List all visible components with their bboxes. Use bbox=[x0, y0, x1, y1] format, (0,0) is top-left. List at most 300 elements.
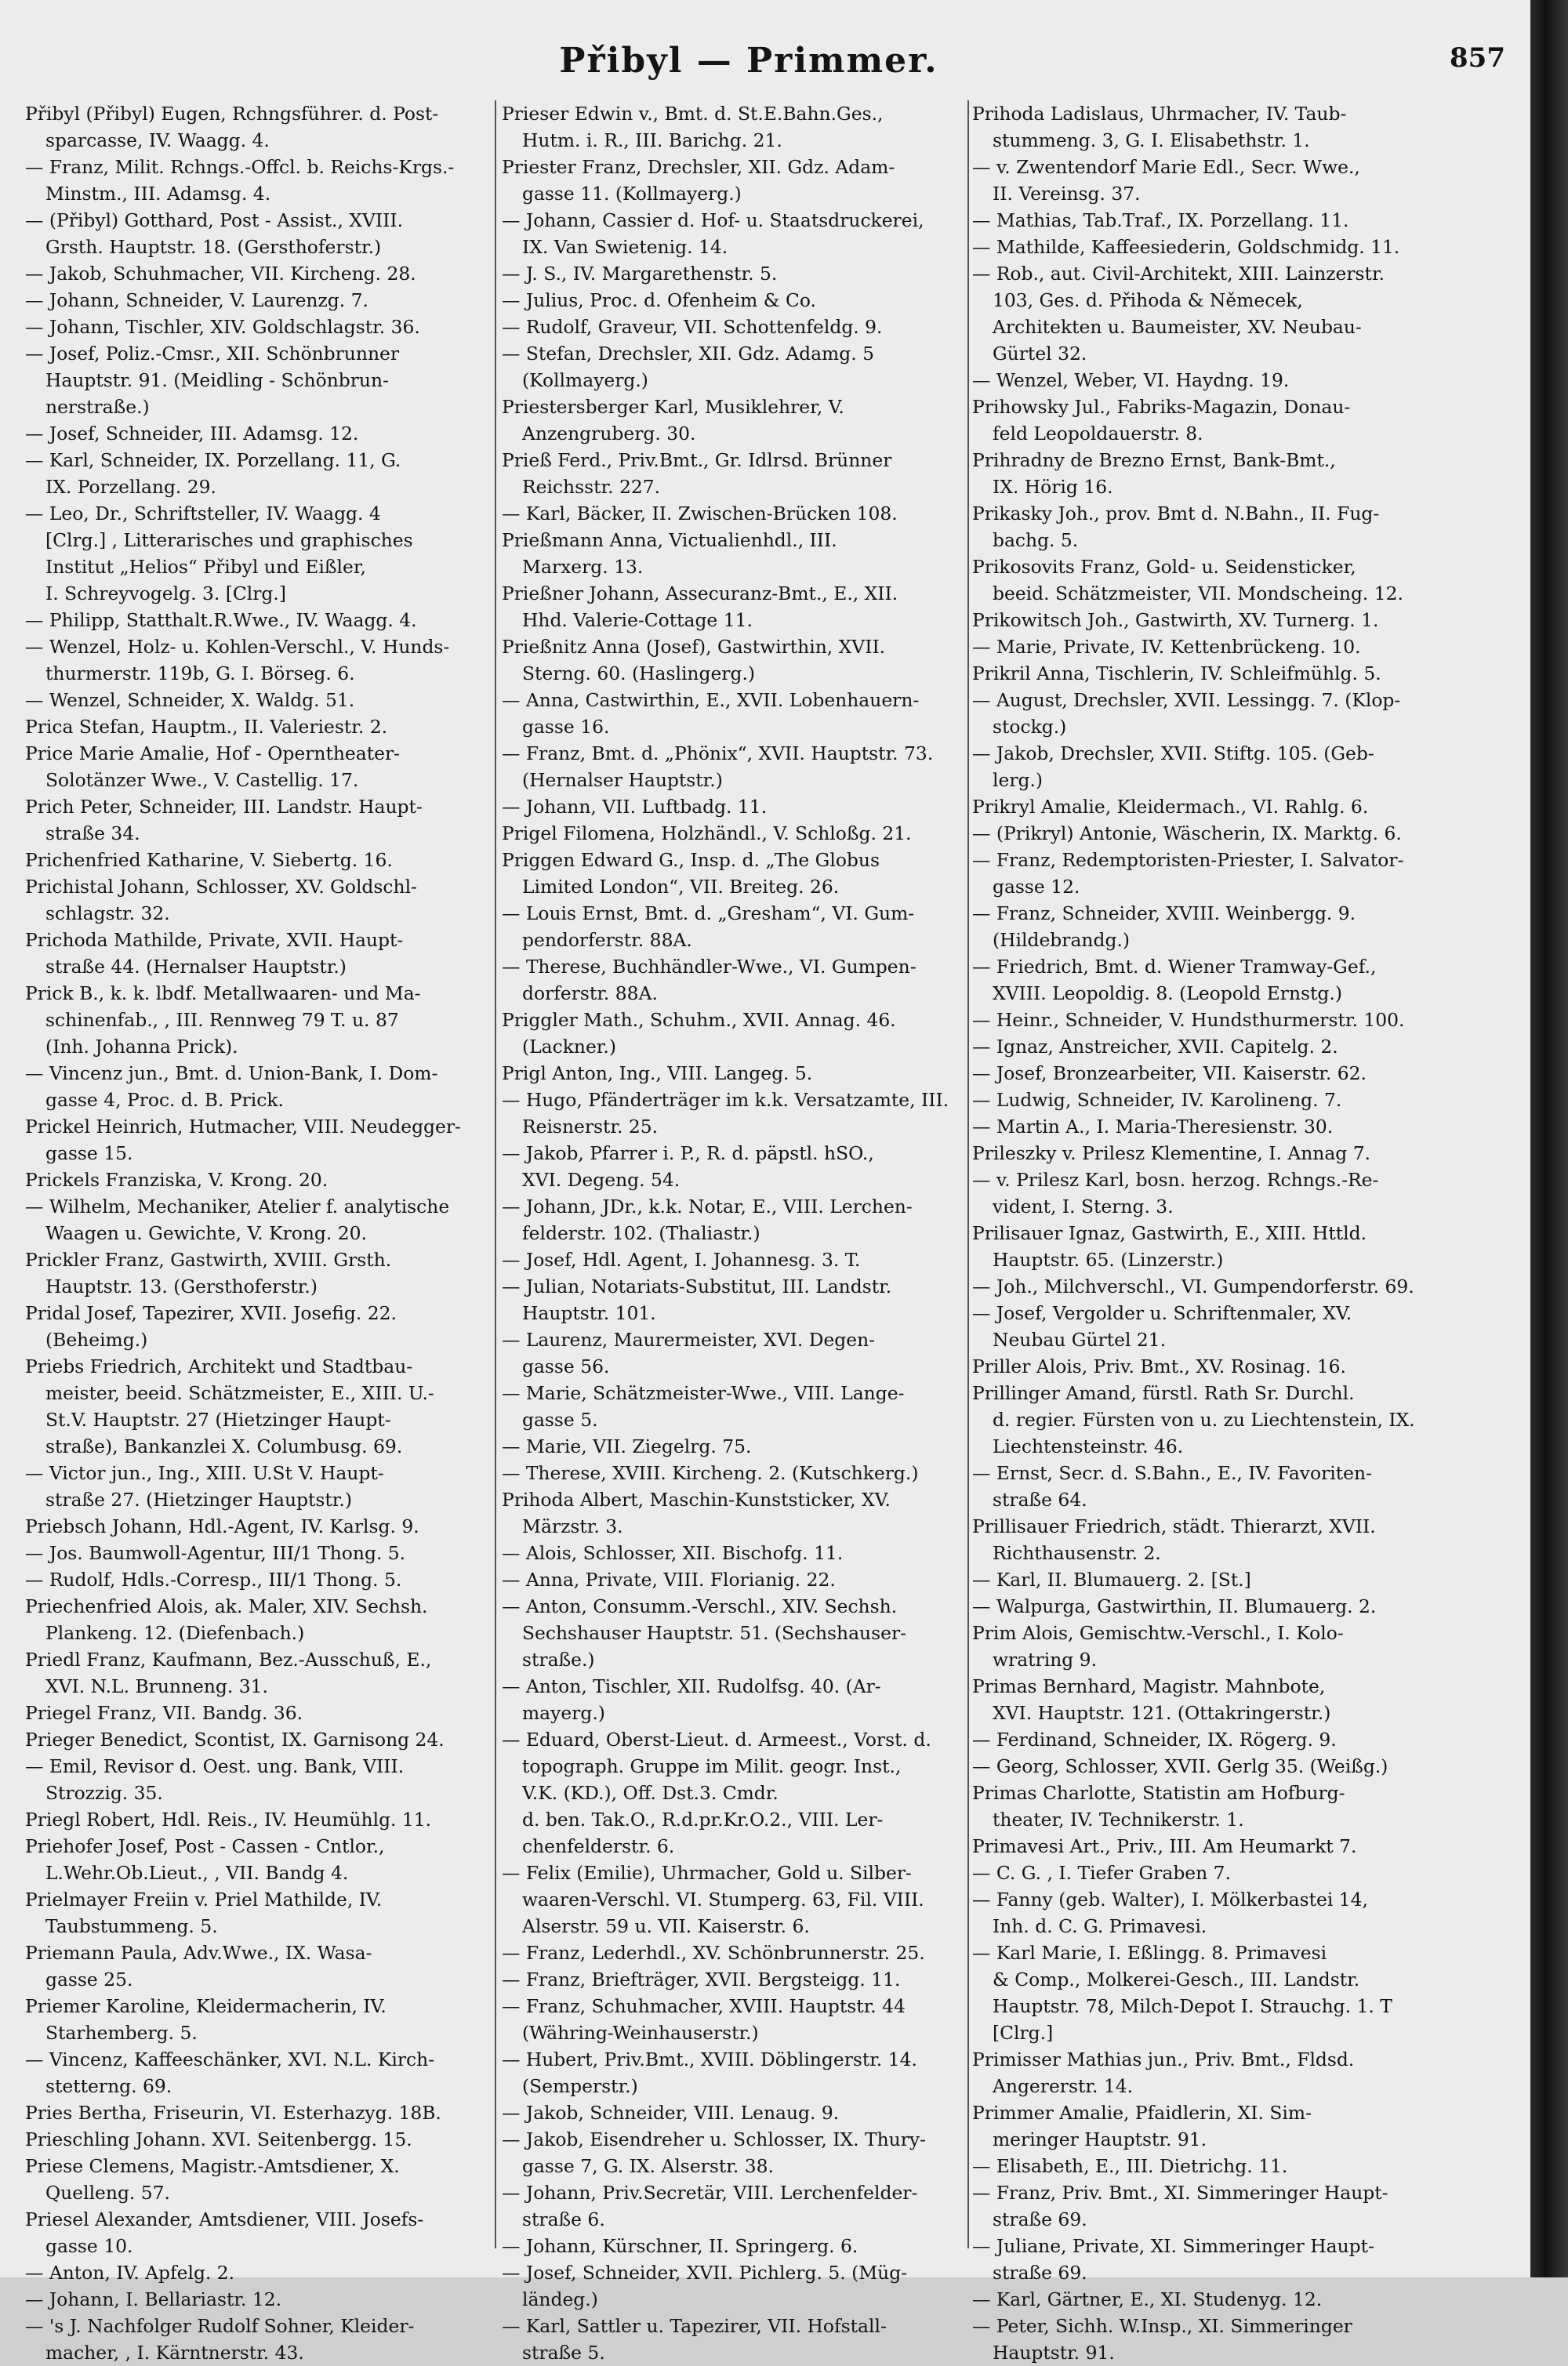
entry-line: (Beheimg.) bbox=[45, 1329, 148, 1351]
entry-line: — Karl, Sattler u. Tapezirer, VII. Hofstall- bbox=[502, 2315, 887, 2337]
entry-line: — Hubert, Priv.Bmt., XVIII. Döblingerstr. 14. bbox=[502, 2048, 917, 2070]
entry-line: — (Přibyl) Gotthard, Post - Assist., XVIII. bbox=[25, 209, 404, 231]
entry-line: — J. S., IV. Margarethenstr. 5. bbox=[502, 263, 778, 285]
entry-line: & Comp., Molkerei-Gesch., III. Landstr. bbox=[993, 1969, 1360, 1990]
entry-line: — Karl, II. Blumauerg. 2. [St.] bbox=[972, 1569, 1251, 1591]
entry-line: theater, IV. Technikerstr. 1. bbox=[993, 1809, 1244, 1831]
entry-line: stetterng. 69. bbox=[45, 2075, 172, 2097]
entry-line: Priester Franz, Drechsler, XII. Gdz. Adam- bbox=[502, 156, 895, 178]
directory-entry bbox=[25, 1193, 488, 1247]
entry-line: — Anna, Private, VIII. Florianig. 22. bbox=[502, 1569, 836, 1591]
entry-line: — Franz, Bmt. d. „Phönix“, XVII. Hauptstr. 73. bbox=[502, 742, 934, 764]
directory-entry bbox=[972, 1780, 1474, 1833]
column-divider bbox=[967, 100, 969, 2248]
directory-entry bbox=[25, 633, 488, 687]
entry-line: Priehofer Josef, Post - Cassen - Cntlor., bbox=[25, 1835, 385, 1857]
entry-line: ländeg.) bbox=[522, 2288, 598, 2310]
entry-line: stummeng. 3, G. I. Elisabethstr. 1. bbox=[993, 129, 1310, 151]
entry-line: Plankeng. 12. (Diefenbach.) bbox=[45, 1622, 305, 1644]
directory-entry bbox=[972, 1060, 1474, 1087]
entry-line: wratring 9. bbox=[993, 1649, 1097, 1671]
directory-entry bbox=[25, 340, 488, 420]
entry-line: sparcasse, IV. Waagg. 4. bbox=[45, 129, 270, 151]
directory-entry bbox=[502, 1087, 964, 1140]
entry-line: — Josef, Vergolder u. Schriftenmaler, XV. bbox=[972, 1302, 1352, 1324]
entry-line: vident, I. Sterng. 3. bbox=[993, 1196, 1174, 1217]
entry-line: felderstr. 102. (Thaliastr.) bbox=[522, 1222, 760, 1244]
directory-entry bbox=[972, 1620, 1474, 1673]
directory-entry bbox=[502, 1860, 964, 1940]
entry-line: — Joh., Milchverschl., VI. Gumpendorferstr. 69. bbox=[972, 1276, 1414, 1297]
directory-entry bbox=[502, 1460, 964, 1486]
directory-entry bbox=[972, 1140, 1474, 1167]
directory-entry bbox=[25, 287, 488, 314]
directory-entry bbox=[502, 1060, 964, 1087]
directory-entry bbox=[972, 2099, 1474, 2153]
entry-line: Primavesi Art., Priv., III. Am Heumarkt 7. bbox=[972, 1835, 1357, 1857]
entry-line: mayerg.) bbox=[522, 1702, 605, 1724]
entry-line: — v. Zwentendorf Marie Edl., Secr. Wwe., bbox=[972, 156, 1360, 178]
entry-line: Priggen Edward G., Insp. d. „The Globus bbox=[502, 849, 880, 871]
entry-line: — Franz, Redemptoristen-Priester, I. Salvator- bbox=[972, 849, 1404, 871]
entry-line: — Therese, Buchhändler-Wwe., VI. Gumpen- bbox=[502, 956, 916, 978]
entry-line: — Wilhelm, Mechaniker, Atelier f. analytische bbox=[25, 1196, 450, 1217]
entry-line: — Vincenz, Kaffeeschänker, XVI. N.L. Kirch- bbox=[25, 2048, 435, 2070]
entry-line: — August, Drechsler, XVII. Lessingg. 7. (Klop- bbox=[972, 689, 1401, 711]
entry-line: Prieser Edwin v., Bmt. d. St.E.Bahn.Ges., bbox=[502, 103, 884, 125]
entry-line: — Marie, VII. Ziegelrg. 75. bbox=[502, 1435, 752, 1457]
entry-line: — Heinr., Schneider, V. Hundsthurmerstr. 100. bbox=[972, 1009, 1405, 1031]
entry-line: I. Schreyvogelg. 3. [Clrg.] bbox=[45, 582, 286, 604]
directory-entry bbox=[502, 1993, 964, 2046]
directory-entry bbox=[972, 2233, 1474, 2286]
entry-line: — Mathilde, Kaffeesiederin, Goldschmidg. 11. bbox=[972, 236, 1400, 258]
entry-line: — Walpurga, Gastwirthin, II. Blumauerg. 2. bbox=[972, 1595, 1377, 1617]
directory-entry bbox=[25, 2313, 488, 2366]
entry-line: Hauptstr. 13. (Gersthoferstr.) bbox=[45, 1276, 318, 1297]
entry-line: Prihowsky Jul., Fabriks-Magazin, Donau- bbox=[972, 396, 1351, 418]
entry-line: d. ben. Tak.O., R.d.pr.Kr.O.2., VIII. Ler- bbox=[522, 1809, 884, 1831]
directory-entry bbox=[972, 2286, 1474, 2313]
entry-line: Hauptstr. 101. bbox=[522, 1302, 656, 1324]
directory-entry bbox=[972, 1167, 1474, 1220]
entry-line: — Wenzel, Holz- u. Kohlen-Verschl., V. Hunds- bbox=[25, 636, 450, 658]
entry-line: — Johann, VII. Luftbadg. 11. bbox=[502, 796, 768, 818]
directory-entry bbox=[502, 1566, 964, 1593]
entry-line: — Jos. Baumwoll-Agentur, III/1 Thong. 5. bbox=[25, 1542, 406, 1564]
directory-entry bbox=[502, 500, 964, 527]
directory-entry bbox=[502, 260, 964, 287]
entry-line: IX. Hörig 16. bbox=[993, 476, 1113, 498]
entry-line: Hhd. Valerie-Cottage 11. bbox=[522, 609, 753, 631]
directory-entry bbox=[972, 1273, 1474, 1300]
directory-entry bbox=[972, 234, 1474, 260]
entry-line: gasse 25. bbox=[45, 1969, 133, 1990]
directory-entry bbox=[502, 633, 964, 687]
entry-line: — Franz, Milit. Rchngs.-Offcl. b. Reichs-Krgs.- bbox=[25, 156, 455, 178]
directory-entry bbox=[502, 2179, 964, 2233]
entry-line: Architekten u. Baumeister, XV. Neubau- bbox=[993, 316, 1362, 338]
directory-entry bbox=[25, 2046, 488, 2099]
entry-line: Prickel Heinrich, Hutmacher, VIII. Neudegger- bbox=[25, 1116, 461, 1138]
entry-line: Prieschling Johann. XVI. Seitenbergg. 15. bbox=[25, 2128, 412, 2150]
entry-line: Priemer Karoline, Kleidermacherin, IV. bbox=[25, 1995, 387, 2017]
entry-line: — Josef, Poliz.-Cmsr., XII. Schönbrunner bbox=[25, 343, 400, 365]
entry-line: Priechenfried Alois, ak. Maler, XIV. Sechsh. bbox=[25, 1595, 428, 1617]
entry-line: — Ferdinand, Schneider, IX. Rögerg. 9. bbox=[972, 1729, 1337, 1751]
entry-line: — C. G. , I. Tiefer Graben 7. bbox=[972, 1862, 1231, 1884]
entry-line: gasse 12. bbox=[993, 876, 1080, 898]
entry-line: Prieger Benedict, Scontist, IX. Garnisong 24. bbox=[25, 1729, 445, 1751]
entry-line: Prihoda Ladislaus, Uhrmacher, IV. Taub- bbox=[972, 103, 1347, 125]
directory-entry bbox=[502, 100, 964, 154]
entry-line: — Marie, Private, IV. Kettenbrückeng. 10. bbox=[972, 636, 1361, 658]
entry-line: Angererstr. 14. bbox=[993, 2075, 1134, 2097]
entry-line: — Jakob, Schuhmacher, VII. Kircheng. 28. bbox=[25, 263, 416, 285]
directory-entry bbox=[25, 1753, 488, 1806]
entry-line: — Johann, Schneider, V. Laurenzg. 7. bbox=[25, 289, 368, 311]
entry-line: — Victor jun., Ing., XIII. U.St V. Haupt- bbox=[25, 1462, 384, 1484]
entry-line: Prillisauer Friedrich, städt. Thierarzt, XVII. bbox=[972, 1515, 1376, 1537]
column-divider bbox=[495, 100, 496, 2248]
entry-line: Prim Alois, Gemischtw.-Verschl., I. Kolo- bbox=[972, 1622, 1344, 1644]
entry-line: straße 64. bbox=[993, 1489, 1087, 1511]
entry-line: — Eduard, Oberst-Lieut. d. Armeest., Vorst. d. bbox=[502, 1729, 931, 1751]
directory-entry bbox=[502, 847, 964, 900]
directory-entry bbox=[972, 260, 1474, 367]
directory-entry bbox=[25, 1593, 488, 1646]
entry-line: straße.) bbox=[522, 1649, 595, 1671]
entry-line: Grsth. Hauptstr. 18. (Gersthoferstr.) bbox=[45, 236, 382, 258]
directory-entry bbox=[502, 1593, 964, 1673]
entry-line: Prielmayer Freiin v. Priel Mathilde, IV. bbox=[25, 1889, 383, 1911]
entry-line: Minstm., III. Adamsg. 4. bbox=[45, 183, 271, 205]
entry-line: XVIII. Leopoldig. 8. (Leopold Ernstg.) bbox=[993, 982, 1342, 1004]
directory-entry bbox=[972, 900, 1474, 953]
directory-entry bbox=[25, 2153, 488, 2206]
entry-line: Prigel Filomena, Holzhändl., V. Schloßg. 21. bbox=[502, 822, 912, 844]
entry-line: XVI. Hauptstr. 121. (Ottakringerstr.) bbox=[993, 1702, 1331, 1724]
entry-line: — Karl Marie, I. Eßlingg. 8. Primavesi bbox=[972, 1942, 1327, 1964]
entry-line: — Vincenz jun., Bmt. d. Union-Bank, I. Dom- bbox=[25, 1062, 438, 1084]
directory-entry bbox=[502, 1326, 964, 1380]
entry-line: — Friedrich, Bmt. d. Wiener Tramway-Gef., bbox=[972, 956, 1377, 978]
entry-line: — Jakob, Schneider, VIII. Lenaug. 9. bbox=[502, 2102, 840, 2124]
entry-line: Sterng. 60. (Haslingerg.) bbox=[522, 662, 756, 684]
directory-entry bbox=[972, 367, 1474, 394]
directory-entry bbox=[972, 2046, 1474, 2099]
entry-line: — Franz, Priv. Bmt., XI. Simmeringer Haupt- bbox=[972, 2182, 1388, 2204]
entry-line: — Josef, Schneider, III. Adamsg. 12. bbox=[25, 423, 359, 445]
directory-entry bbox=[972, 1353, 1474, 1380]
directory-entry bbox=[502, 1726, 964, 1860]
entry-line: — Franz, Schneider, XVIII. Weinbergg. 9. bbox=[972, 902, 1356, 924]
entry-line: Priegel Franz, VII. Bandg. 36. bbox=[25, 1702, 303, 1724]
directory-entry bbox=[25, 1460, 488, 1513]
directory-entry bbox=[25, 2099, 488, 2126]
entry-line: Pries Bertha, Friseurin, VI. Esterhazyg. 18B. bbox=[25, 2102, 441, 2124]
directory-entry bbox=[502, 2099, 964, 2126]
directory-entry bbox=[972, 154, 1474, 207]
entry-line: Hauptstr. 91. bbox=[993, 2342, 1115, 2364]
entry-line: Prießner Johann, Assecuranz-Bmt., E., XII. bbox=[502, 582, 898, 604]
entry-line: Alserstr. 59 u. VII. Kaiserstr. 6. bbox=[522, 1915, 810, 1937]
entry-line: Prieß Ferd., Priv.Bmt., Gr. Idlrsd. Brünner bbox=[502, 449, 892, 471]
entry-line: chenfelderstr. 6. bbox=[522, 1835, 675, 1857]
entry-line: Priemann Paula, Adv.Wwe., IX. Wasa- bbox=[25, 1942, 372, 1964]
directory-entry bbox=[502, 447, 964, 500]
entry-line: — Ludwig, Schneider, IV. Karolineng. 7. bbox=[972, 1089, 1342, 1111]
entry-line: Limited London“, VII. Breiteg. 26. bbox=[522, 876, 840, 898]
directory-entry bbox=[25, 1353, 488, 1460]
entry-line: straße 34. bbox=[45, 822, 140, 844]
entry-line: — Rob., aut. Civil-Architekt, XIII. Lainzerstr. bbox=[972, 263, 1385, 285]
directory-entry bbox=[972, 740, 1474, 793]
entry-line: Priestersberger Karl, Musiklehrer, V. bbox=[502, 396, 844, 418]
directory-entry bbox=[972, 1673, 1474, 1726]
entry-line: — Ernst, Secr. d. S.Bahn., E., IV. Favoriten- bbox=[972, 1462, 1372, 1484]
entry-line: — v. Prilesz Karl, bosn. herzog. Rchngs.-Re- bbox=[972, 1169, 1379, 1191]
directory-entry bbox=[25, 713, 488, 740]
directory-entry bbox=[972, 953, 1474, 1007]
entry-line: Priebs Friedrich, Architekt und Stadtbau- bbox=[25, 1355, 413, 1377]
entry-line: stockg.) bbox=[993, 716, 1067, 738]
directory-entry bbox=[502, 1940, 964, 1966]
directory-entry bbox=[972, 793, 1474, 820]
entry-line: — Laurenz, Maurermeister, XVI. Degen- bbox=[502, 1329, 876, 1351]
entry-line: — (Prikryl) Antonie, Wäscherin, IX. Marktg. 6. bbox=[972, 822, 1402, 844]
entry-line: — Johann, Priv.Secretär, VIII. Lerchenfelder- bbox=[502, 2182, 918, 2204]
directory-entry bbox=[972, 1113, 1474, 1140]
directory-entry bbox=[25, 607, 488, 633]
directory-entry bbox=[25, 793, 488, 847]
entry-line: Prichoda Mathilde, Private, XVII. Haupt- bbox=[25, 929, 404, 951]
directory-entry bbox=[25, 1247, 488, 1300]
entry-line: — Martin A., I. Maria-Theresienstr. 30. bbox=[972, 1116, 1334, 1138]
entry-line: Prillinger Amand, fürstl. Rath Sr. Durchl. bbox=[972, 1382, 1355, 1404]
entry-line: Sechshauser Hauptstr. 51. (Sechshauser- bbox=[522, 1622, 907, 1644]
entry-line: gasse 10. bbox=[45, 2235, 133, 2257]
entry-line: — Josef, Bronzearbeiter, VII. Kaiserstr. 62. bbox=[972, 1062, 1367, 1084]
entry-line: (Semperstr.) bbox=[522, 2075, 638, 2097]
entry-line: XVI. N.L. Brunneng. 31. bbox=[45, 1675, 268, 1697]
directory-entry bbox=[25, 1060, 488, 1113]
directory-entry bbox=[25, 1113, 488, 1167]
running-title: Přibyl — Primmer. bbox=[559, 41, 938, 81]
directory-entry bbox=[972, 1460, 1474, 1513]
directory-entry bbox=[972, 1593, 1474, 1620]
entry-line: macher, , I. Kärntnerstr. 43. bbox=[45, 2342, 304, 2364]
entry-line: Starhemberg. 5. bbox=[45, 2022, 198, 2044]
entry-line: — Ignaz, Anstreicher, XVII. Capitelg. 2. bbox=[972, 1036, 1338, 1058]
entry-line: straße 5. bbox=[522, 2342, 605, 2364]
entry-line: straße 27. (Hietzinger Hauptstr.) bbox=[45, 1489, 352, 1511]
directory-entry bbox=[25, 1566, 488, 1593]
entry-line: — Therese, XVIII. Kircheng. 2. (Kutschkerg.) bbox=[502, 1462, 919, 1484]
directory-entry bbox=[972, 820, 1474, 847]
entry-line: Märzstr. 3. bbox=[522, 1515, 623, 1537]
entry-line: L.Wehr.Ob.Lieut., , VII. Bandg 4. bbox=[45, 1862, 349, 1884]
directory-entry bbox=[972, 633, 1474, 660]
directory-entry bbox=[502, 687, 964, 740]
entry-line: — Wenzel, Weber, VI. Haydng. 19. bbox=[972, 369, 1290, 391]
entry-line: — Anton, Consumm.-Verschl., XIV. Sechsh. bbox=[502, 1595, 898, 1617]
directory-entry bbox=[502, 1193, 964, 1247]
entry-line: Prihoda Albert, Maschin-Kunststicker, XV. bbox=[502, 1489, 891, 1511]
entry-line: lerg.) bbox=[993, 769, 1044, 791]
entry-line: Hauptstr. 65. (Linzerstr.) bbox=[993, 1249, 1224, 1271]
directory-entry bbox=[972, 500, 1474, 553]
entry-line: Přibyl (Přibyl) Eugen, Rchngsführer. d. Post- bbox=[25, 103, 439, 125]
entry-line: Prica Stefan, Hauptm., II. Valeriestr. 2. bbox=[25, 716, 388, 738]
directory-entry bbox=[502, 1273, 964, 1326]
entry-line: Taubstummeng. 5. bbox=[45, 1915, 218, 1937]
entry-line: Price Marie Amalie, Hof - Operntheater- bbox=[25, 742, 401, 764]
entry-line: — Anton, IV. Apfelg. 2. bbox=[25, 2262, 235, 2284]
entry-line: — Franz, Schuhmacher, XVIII. Hauptstr. 44 bbox=[502, 1995, 906, 2017]
entry-line: Primas Charlotte, Statistin am Hofburg- bbox=[972, 1782, 1345, 1804]
entry-line: Priggler Math., Schuhm., XVII. Annag. 46. bbox=[502, 1009, 896, 1031]
directory-entry bbox=[25, 154, 488, 207]
directory-entry bbox=[972, 553, 1474, 607]
directory-entry bbox=[502, 287, 964, 314]
directory-entry bbox=[25, 2286, 488, 2313]
entry-line: — Philipp, Statthalt.R.Wwe., IV. Waagg. 4. bbox=[25, 609, 417, 631]
directory-entry bbox=[502, 1673, 964, 1726]
entry-line: Inh. d. C. G. Primavesi. bbox=[993, 1915, 1207, 1937]
directory-entry bbox=[25, 847, 488, 873]
directory-entry bbox=[25, 1513, 488, 1540]
entry-line: gasse 7, G. IX. Alserstr. 38. bbox=[522, 2155, 774, 2177]
entry-line: — Jakob, Eisendreher u. Schlosser, IX. Thury- bbox=[502, 2128, 927, 2150]
entry-line: — Johann, I. Bellariastr. 12. bbox=[25, 2288, 282, 2310]
book-spine-shadow bbox=[1530, 0, 1568, 2277]
directory-entry bbox=[502, 1380, 964, 1433]
entry-line: — Juliane, Private, XI. Simmeringer Haupt- bbox=[972, 2235, 1374, 2257]
entry-line: — Elisabeth, E., III. Dietrichg. 11. bbox=[972, 2155, 1288, 2177]
entry-line: — Johann, Kürschner, II. Springerg. 6. bbox=[502, 2235, 858, 2257]
directory-entry bbox=[25, 100, 488, 154]
directory-entry bbox=[25, 260, 488, 287]
entry-line: schinenfab., , III. Rennweg 79 T. u. 87 bbox=[45, 1009, 399, 1031]
entry-line: (Inh. Johanna Prick). bbox=[45, 1036, 238, 1058]
directory-entry bbox=[502, 2233, 964, 2259]
entry-line: — Anna, Castwirthin, E., XVII. Lobenhauern- bbox=[502, 689, 920, 711]
entry-line: Priedl Franz, Kaufmann, Bez.-Ausschuß, E., bbox=[25, 1649, 432, 1671]
entry-line: schlagstr. 32. bbox=[45, 902, 170, 924]
entry-line: Primmer Amalie, Pfaidlerin, XI. Sim- bbox=[972, 2102, 1312, 2124]
column-2 bbox=[502, 100, 964, 2364]
directory-entry bbox=[502, 1966, 964, 1993]
directory-entry bbox=[972, 1940, 1474, 2046]
directory-entry bbox=[972, 1220, 1474, 1273]
directory-entry bbox=[972, 2179, 1474, 2233]
directory-entry bbox=[25, 1993, 488, 2046]
entry-line: Prickels Franziska, V. Krong. 20. bbox=[25, 1169, 328, 1191]
directory-entry bbox=[502, 1247, 964, 1273]
entry-line: Prick B., k. k. lbdf. Metallwaaren- und Ma- bbox=[25, 982, 421, 1004]
entry-line: (Hernalser Hauptstr.) bbox=[522, 769, 723, 791]
directory-entry bbox=[25, 2126, 488, 2153]
entry-line: straße 44. (Hernalser Hauptstr.) bbox=[45, 956, 347, 978]
entry-line: Waagen u. Gewichte, V. Krong. 20. bbox=[45, 1222, 367, 1244]
entry-line: Strozzig. 35. bbox=[45, 1782, 163, 1804]
entry-line: II. Vereinsg. 37. bbox=[993, 183, 1141, 205]
directory-entry bbox=[25, 207, 488, 260]
directory-entry bbox=[972, 1886, 1474, 1940]
entry-line: Priller Alois, Priv. Bmt., XV. Rosinag. 16. bbox=[972, 1355, 1346, 1377]
directory-entry bbox=[25, 500, 488, 607]
page-header bbox=[24, 41, 1513, 89]
entry-line: Prickler Franz, Gastwirth, XVIII. Grsth. bbox=[25, 1249, 392, 1271]
entry-line: feld Leopoldauerstr. 8. bbox=[993, 423, 1203, 445]
entry-line: — Anton, Tischler, XII. Rudolfsg. 40. (Ar- bbox=[502, 1675, 881, 1697]
directory-entry bbox=[25, 1886, 488, 1940]
entry-line: Prikryl Amalie, Kleidermach., VI. Rahlg. 6. bbox=[972, 796, 1369, 818]
directory-entry bbox=[972, 1033, 1474, 1060]
entry-line: — Karl, Bäcker, II. Zwischen-Brücken 108. bbox=[502, 503, 898, 524]
column-3 bbox=[972, 100, 1474, 2364]
directory-entry bbox=[25, 1540, 488, 1566]
directory-entry bbox=[972, 1380, 1474, 1460]
entry-line: Priese Clemens, Magistr.-Amtsdiener, X. bbox=[25, 2155, 400, 2177]
directory-entry bbox=[972, 1833, 1474, 1860]
entry-line: straße 69. bbox=[993, 2262, 1087, 2284]
directory-entry bbox=[25, 980, 488, 1060]
entry-line: Prießmann Anna, Victualienhdl., III. bbox=[502, 529, 837, 551]
entry-line: — Emil, Revisor d. Oest. ung. Bank, VIII. bbox=[25, 1755, 405, 1777]
entry-line: Prikasky Joh., prov. Bmt d. N.Bahn., II. Fug- bbox=[972, 503, 1380, 524]
entry-line: — Louis Ernst, Bmt. d. „Gresham“, VI. Gum- bbox=[502, 902, 915, 924]
directory-entry bbox=[502, 740, 964, 793]
entry-line: Prikril Anna, Tischlerin, IV. Schleifmühlg. 5. bbox=[972, 662, 1381, 684]
entry-line: straße 6. bbox=[522, 2208, 605, 2230]
entry-line: — Rudolf, Graveur, VII. Schottenfeldg. 9. bbox=[502, 316, 883, 338]
entry-line: Quelleng. 57. bbox=[45, 2182, 170, 2204]
entry-line: Primas Bernhard, Magistr. Mahnbote, bbox=[972, 1675, 1326, 1697]
directory-entry bbox=[502, 580, 964, 633]
entry-line: Prilisauer Ignaz, Gastwirth, E., XIII. Httld. bbox=[972, 1222, 1367, 1244]
entry-line: Gürtel 32. bbox=[993, 343, 1087, 365]
directory-entry bbox=[25, 927, 488, 980]
directory-entry bbox=[502, 207, 964, 260]
entry-line: gasse 5. bbox=[522, 1409, 598, 1431]
directory-entry bbox=[25, 1833, 488, 1886]
entry-line: Anzengruberg. 30. bbox=[522, 423, 696, 445]
entry-line: — Alois, Schlosser, XII. Bischofg. 11. bbox=[502, 1542, 844, 1564]
directory-entry bbox=[25, 447, 488, 500]
entry-line: — Mathias, Tab.Traf., IX. Porzellang. 11. bbox=[972, 209, 1349, 231]
entry-line: Hauptstr. 91. (Meidling - Schönbrun- bbox=[45, 369, 389, 391]
directory-entry bbox=[25, 1726, 488, 1753]
directory-entry bbox=[972, 2153, 1474, 2179]
entry-line: — Julius, Proc. d. Ofenheim & Co. bbox=[502, 289, 816, 311]
directory-entry bbox=[502, 820, 964, 847]
directory-entry bbox=[972, 687, 1474, 740]
entry-line: Priesel Alexander, Amtsdiener, VIII. Josefs- bbox=[25, 2208, 424, 2230]
entry-line: Reisnerstr. 25. bbox=[522, 1116, 659, 1138]
directory-entry bbox=[502, 340, 964, 394]
entry-line: — Karl, Schneider, IX. Porzellang. 11, G. bbox=[25, 449, 401, 471]
directory-entry bbox=[972, 1300, 1474, 1353]
directory-entry bbox=[972, 2313, 1474, 2366]
entry-line: Prichenfried Katharine, V. Siebertg. 16. bbox=[25, 849, 393, 871]
directory-entry bbox=[972, 394, 1474, 447]
directory-entry bbox=[502, 394, 964, 447]
page-number: 857 bbox=[1450, 42, 1505, 74]
entry-line: Reichsstr. 227. bbox=[522, 476, 661, 498]
directory-entry bbox=[25, 314, 488, 340]
